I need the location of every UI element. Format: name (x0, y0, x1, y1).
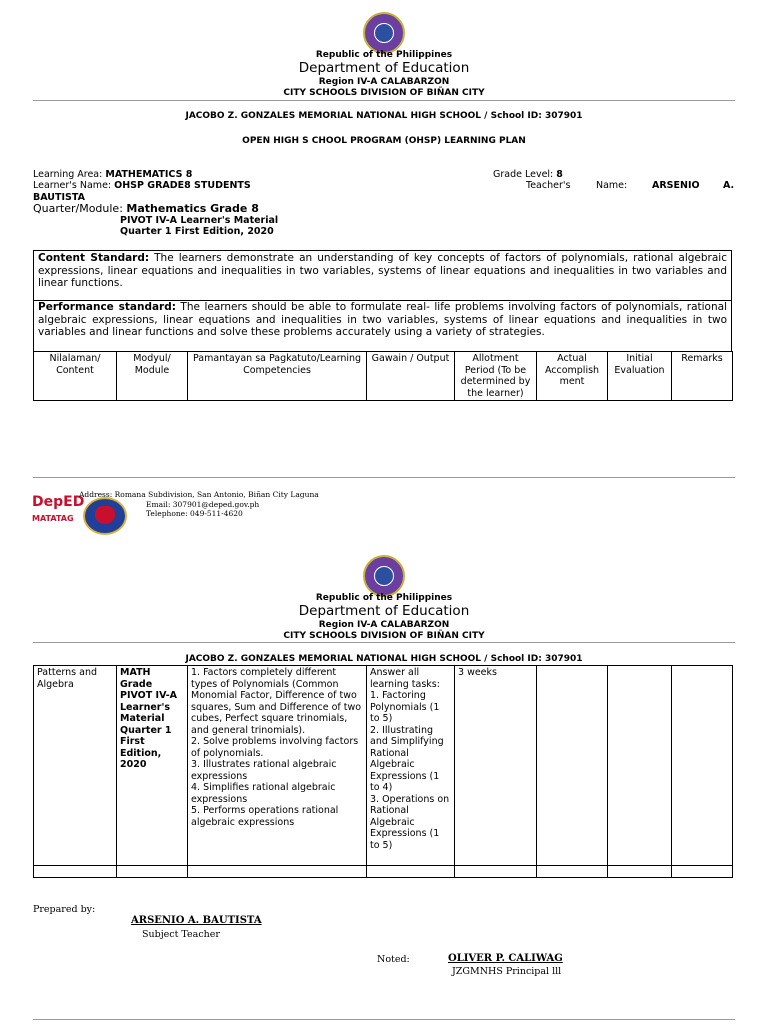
quarter-module: Quarter/Module: Mathematics Grade 8 (33, 202, 259, 215)
quarter-sub2: Quarter 1 First Edition, 2020 (120, 226, 274, 237)
school-line: JACOBO Z. GONZALES MEMORIAL NATIONAL HIGH SCHOOL / School ID: 307901 (185, 111, 583, 121)
republic-line-2: Republic of the Philippines (315, 593, 453, 603)
table-row (34, 666, 733, 866)
col-allotment: Allotment Period (To be determined by the learner) (455, 352, 537, 401)
division-line-2: CITY SCHOOLS DIVISION OF BIÑAN CITY (283, 631, 485, 641)
plan-title: OPEN HIGH S CHOOL PROGRAM (OHSP) LEARNING PLAN (242, 136, 526, 146)
preparer-title: Subject Teacher (142, 929, 220, 940)
cell-module: MATH Grade PIVOT IV-A Learner's Material Quarter 1 First Edition, 2020 (117, 666, 188, 866)
footer-address: Address: Romana Subdivision, San Antonio, Biñan City Laguna (79, 490, 319, 499)
school-seal-icon (83, 497, 127, 535)
plan-body-table (33, 665, 733, 878)
header-rule-2 (33, 642, 735, 643)
bottom-rule (33, 1019, 735, 1020)
header-rule (33, 100, 735, 101)
plan-header-table (33, 351, 733, 401)
cell-competencies: 1. Factors completely different types of Polynomials (Common Monomial Factor, Difference of two squares, Sum and Difference of two cubes, Perfect square trinomials, and general trinomials). 2. Solve problems involving factors of polynomials. 3. Illustrates rational algebraic expressions 4. Simplifies rational algebraic expressions 5. Performs operations rational algebraic expressions (188, 666, 367, 866)
region-line-2: Region IV-A CALABARZON (318, 620, 450, 630)
noter-name: OLIVER P. CALIWAG (448, 953, 563, 964)
division-line: CITY SCHOOLS DIVISION OF BIÑAN CITY (283, 88, 485, 98)
quarter-sub1: PIVOT IV-A Learner's Material (120, 215, 279, 226)
cell-evaluation (608, 666, 672, 866)
department-title: Department of Education (298, 60, 470, 76)
content-standard: Content Standard: The learners demonstrate an understanding of key concepts of factors of polynomials, rational algebraic expressions, linear equations and inequalities in two variables, systems of linear equations and inequalities in two variables and linear functions. (33, 250, 732, 301)
cell-content: Patterns and Algebra (34, 666, 117, 866)
learners-name: Learner's Name: OHSP GRADE8 STUDENTS (33, 180, 251, 191)
col-content: Nilalaman/ Content (34, 352, 117, 401)
table-row (34, 866, 733, 878)
learning-area: Learning Area: MATHEMATICS 8 (33, 169, 193, 180)
region-line: Region IV-A CALABARZON (318, 77, 450, 87)
department-title-2: Department of Education (298, 603, 470, 619)
teacher-value-2: A. (723, 180, 735, 191)
performance-standard: Performance standard: The learners should be able to formulate real- life problems involving factors of polynomials, rational algebraic expressions, linear equations and inequalities in two variables, systems of linear equations and inequalities in two variables and linear functions and solve these problems accurately using a variety of strategies. (33, 300, 732, 352)
republic-line: Republic of the Philippines (315, 50, 453, 60)
learners-name-cont: BAUTISTA (33, 192, 85, 203)
col-competencies: Pamantayan sa Pagkatuto/Learning Competencies (188, 352, 367, 401)
cell-accomplishment (537, 666, 608, 866)
cell-remarks (672, 666, 733, 866)
col-evaluation: Initial Evaluation (608, 352, 672, 401)
noter-title: JZGMNHS Principal lll (452, 966, 562, 977)
prepared-by-label: Prepared by: (33, 904, 96, 915)
cell-allotment: 3 weeks (455, 666, 537, 866)
noted-label: Noted: (377, 954, 410, 965)
deped-logo-icon: DepED MATATAG (32, 494, 85, 523)
deped-seal-icon-2 (363, 555, 405, 597)
footer-telephone: Telephone: 049-511-4620 (146, 509, 243, 518)
footer-rule (33, 477, 735, 478)
col-accomplishment: Actual Accomplish ment (537, 352, 608, 401)
deped-seal-icon (363, 12, 405, 54)
cell-output: Answer all learning tasks: 1. Factoring Polynomials (1 to 5) 2. Illustrating and Simplifying Rational Algebraic Expressions (1 to 4) 3. Operations on Rational Algebraic Expressions (1 to 5) (367, 666, 455, 866)
preparer-name: ARSENIO A. BAUTISTA (131, 915, 262, 926)
footer-email: Email: 307901@deped.gov.ph (146, 500, 260, 509)
school-line-2: JACOBO Z. GONZALES MEMORIAL NATIONAL HIGH SCHOOL / School ID: 307901 (185, 654, 583, 664)
grade-level: Grade Level: 8 (493, 169, 563, 180)
col-module: Modyul/ Module (117, 352, 188, 401)
teacher-value-1: ARSENIO (652, 180, 700, 191)
col-output: Gawain / Output (367, 352, 455, 401)
teacher-label-1: Teacher's (526, 180, 571, 191)
teacher-label-2: Name: (596, 180, 628, 191)
col-remarks: Remarks (672, 352, 733, 401)
